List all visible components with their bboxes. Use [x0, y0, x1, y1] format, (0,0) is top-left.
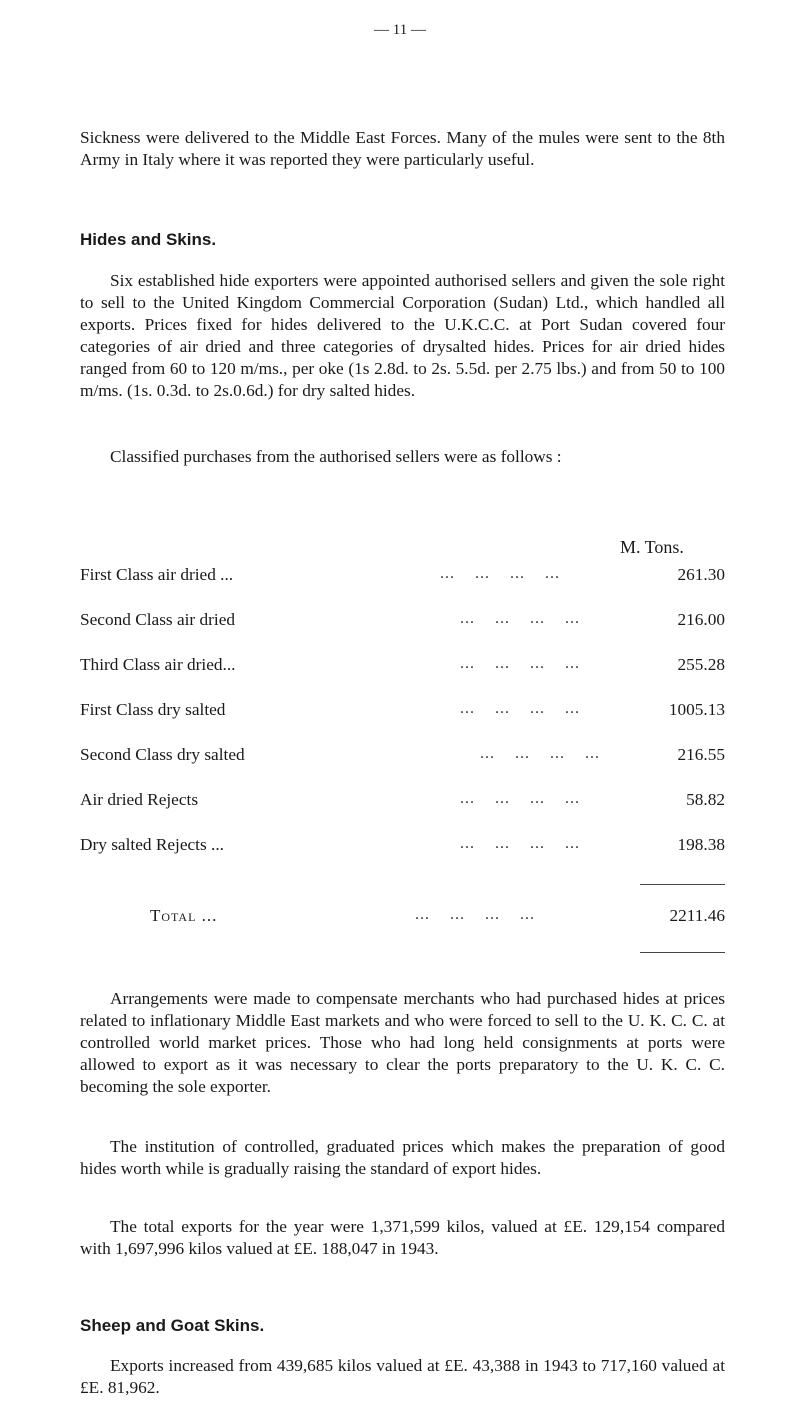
- total-label: Total ...: [150, 906, 218, 925]
- dot-leader: ... ... ... ...: [460, 790, 580, 807]
- table-row: [80, 700, 725, 722]
- section-heading-hides: Hides and Skins.: [80, 230, 217, 249]
- row-label: Air dried Rejects: [80, 790, 199, 809]
- row-label: Second Class dry salted: [80, 745, 245, 764]
- table-row: [80, 790, 725, 812]
- dot-leader: ... ... ... ...: [480, 745, 600, 762]
- dot-leader: ... ... ... ...: [460, 610, 580, 627]
- section-heading-sheep: Sheep and Goat Skins.: [80, 1316, 265, 1335]
- row-value: 216.55: [677, 745, 725, 764]
- row-value: 198.38: [677, 835, 725, 854]
- hides-paragraph-4: The institution of controlled, graduated prices which makes the preparation of good hides worth while is gradually raising the standard of export hides.: [80, 1137, 725, 1178]
- row-value: 261.30: [677, 565, 725, 584]
- page-number: — 11 —: [374, 22, 426, 38]
- table-unit-header: M. Tons.: [620, 537, 684, 557]
- total-row: [80, 906, 725, 928]
- hides-paragraph-3: Arrangements were made to compensate merchants who had purchased hides at prices related to inflationary Middle East markets and who were forced to sell to the U. K. C. C. at controlled world market prices. Those who had long held consignments at ports were allowed to export as it was necessary to clear the ports preparatory to the U. K. C. C. becoming the sole exporter.: [80, 989, 725, 1096]
- row-label: First Class dry salted: [80, 700, 226, 719]
- dot-leader: ... ... ... ...: [415, 906, 535, 923]
- row-value: 255.28: [677, 655, 725, 674]
- row-value: 1005.13: [668, 700, 725, 719]
- total-rule-top: [640, 884, 725, 885]
- dot-leader: ... ... ... ...: [460, 655, 580, 672]
- hides-paragraph-1: Six established hide exporters were appointed authorised sellers and given the sole right to sell to the United Kingdom Commercial Corporation (Sudan) Ltd., which handled all exports. Prices fixed for hides delivered to the U.K.C.C. at Port Sudan covered four categories of air dried and three categories of drysalted hides. Prices for air dried hides ranged from 60 to 120 m/ms., per oke (1s 2.8d. to 2s. 5.5d. per 2.75 lbs.) and from 50 to 100 m/ms. (1s. 0.3d. to 2s.0.6d.) for dry salted hides.: [80, 271, 725, 400]
- total-rule-bottom: [640, 952, 725, 953]
- row-label: Dry salted Rejects ...: [80, 835, 224, 854]
- table-row: [80, 745, 725, 767]
- dot-leader: ... ... ... ...: [460, 835, 580, 852]
- total-value: 2211.46: [669, 906, 725, 925]
- table-row: [80, 835, 725, 857]
- table-row: [80, 565, 725, 587]
- dot-leader: ... ... ... ...: [440, 565, 560, 582]
- dot-leader: ... ... ... ...: [460, 700, 580, 717]
- row-label: Third Class air dried...: [80, 655, 236, 674]
- row-value: 216.00: [677, 610, 725, 629]
- table-row: [80, 655, 725, 677]
- intro-paragraph: Sickness were delivered to the Middle East Forces. Many of the mules were sent to the 8th Army in Italy where it was reported they were particularly useful.: [80, 128, 725, 169]
- sheep-paragraph-1: Exports increased from 439,685 kilos valued at £E. 43,388 in 1943 to 717,160 valued at £E. 81,962.: [80, 1356, 725, 1397]
- table-row: [80, 610, 725, 632]
- hides-paragraph-2: Classified purchases from the authorised sellers were as follows :: [110, 447, 562, 466]
- row-label: Second Class air dried: [80, 610, 236, 629]
- row-value: 58.82: [686, 790, 725, 809]
- hides-paragraph-5: The total exports for the year were 1,371,599 kilos, valued at £E. 129,154 compared with 1,697,996 kilos valued at £E. 188,047 in 1943.: [80, 1217, 725, 1258]
- row-label: First Class air dried ...: [80, 565, 234, 584]
